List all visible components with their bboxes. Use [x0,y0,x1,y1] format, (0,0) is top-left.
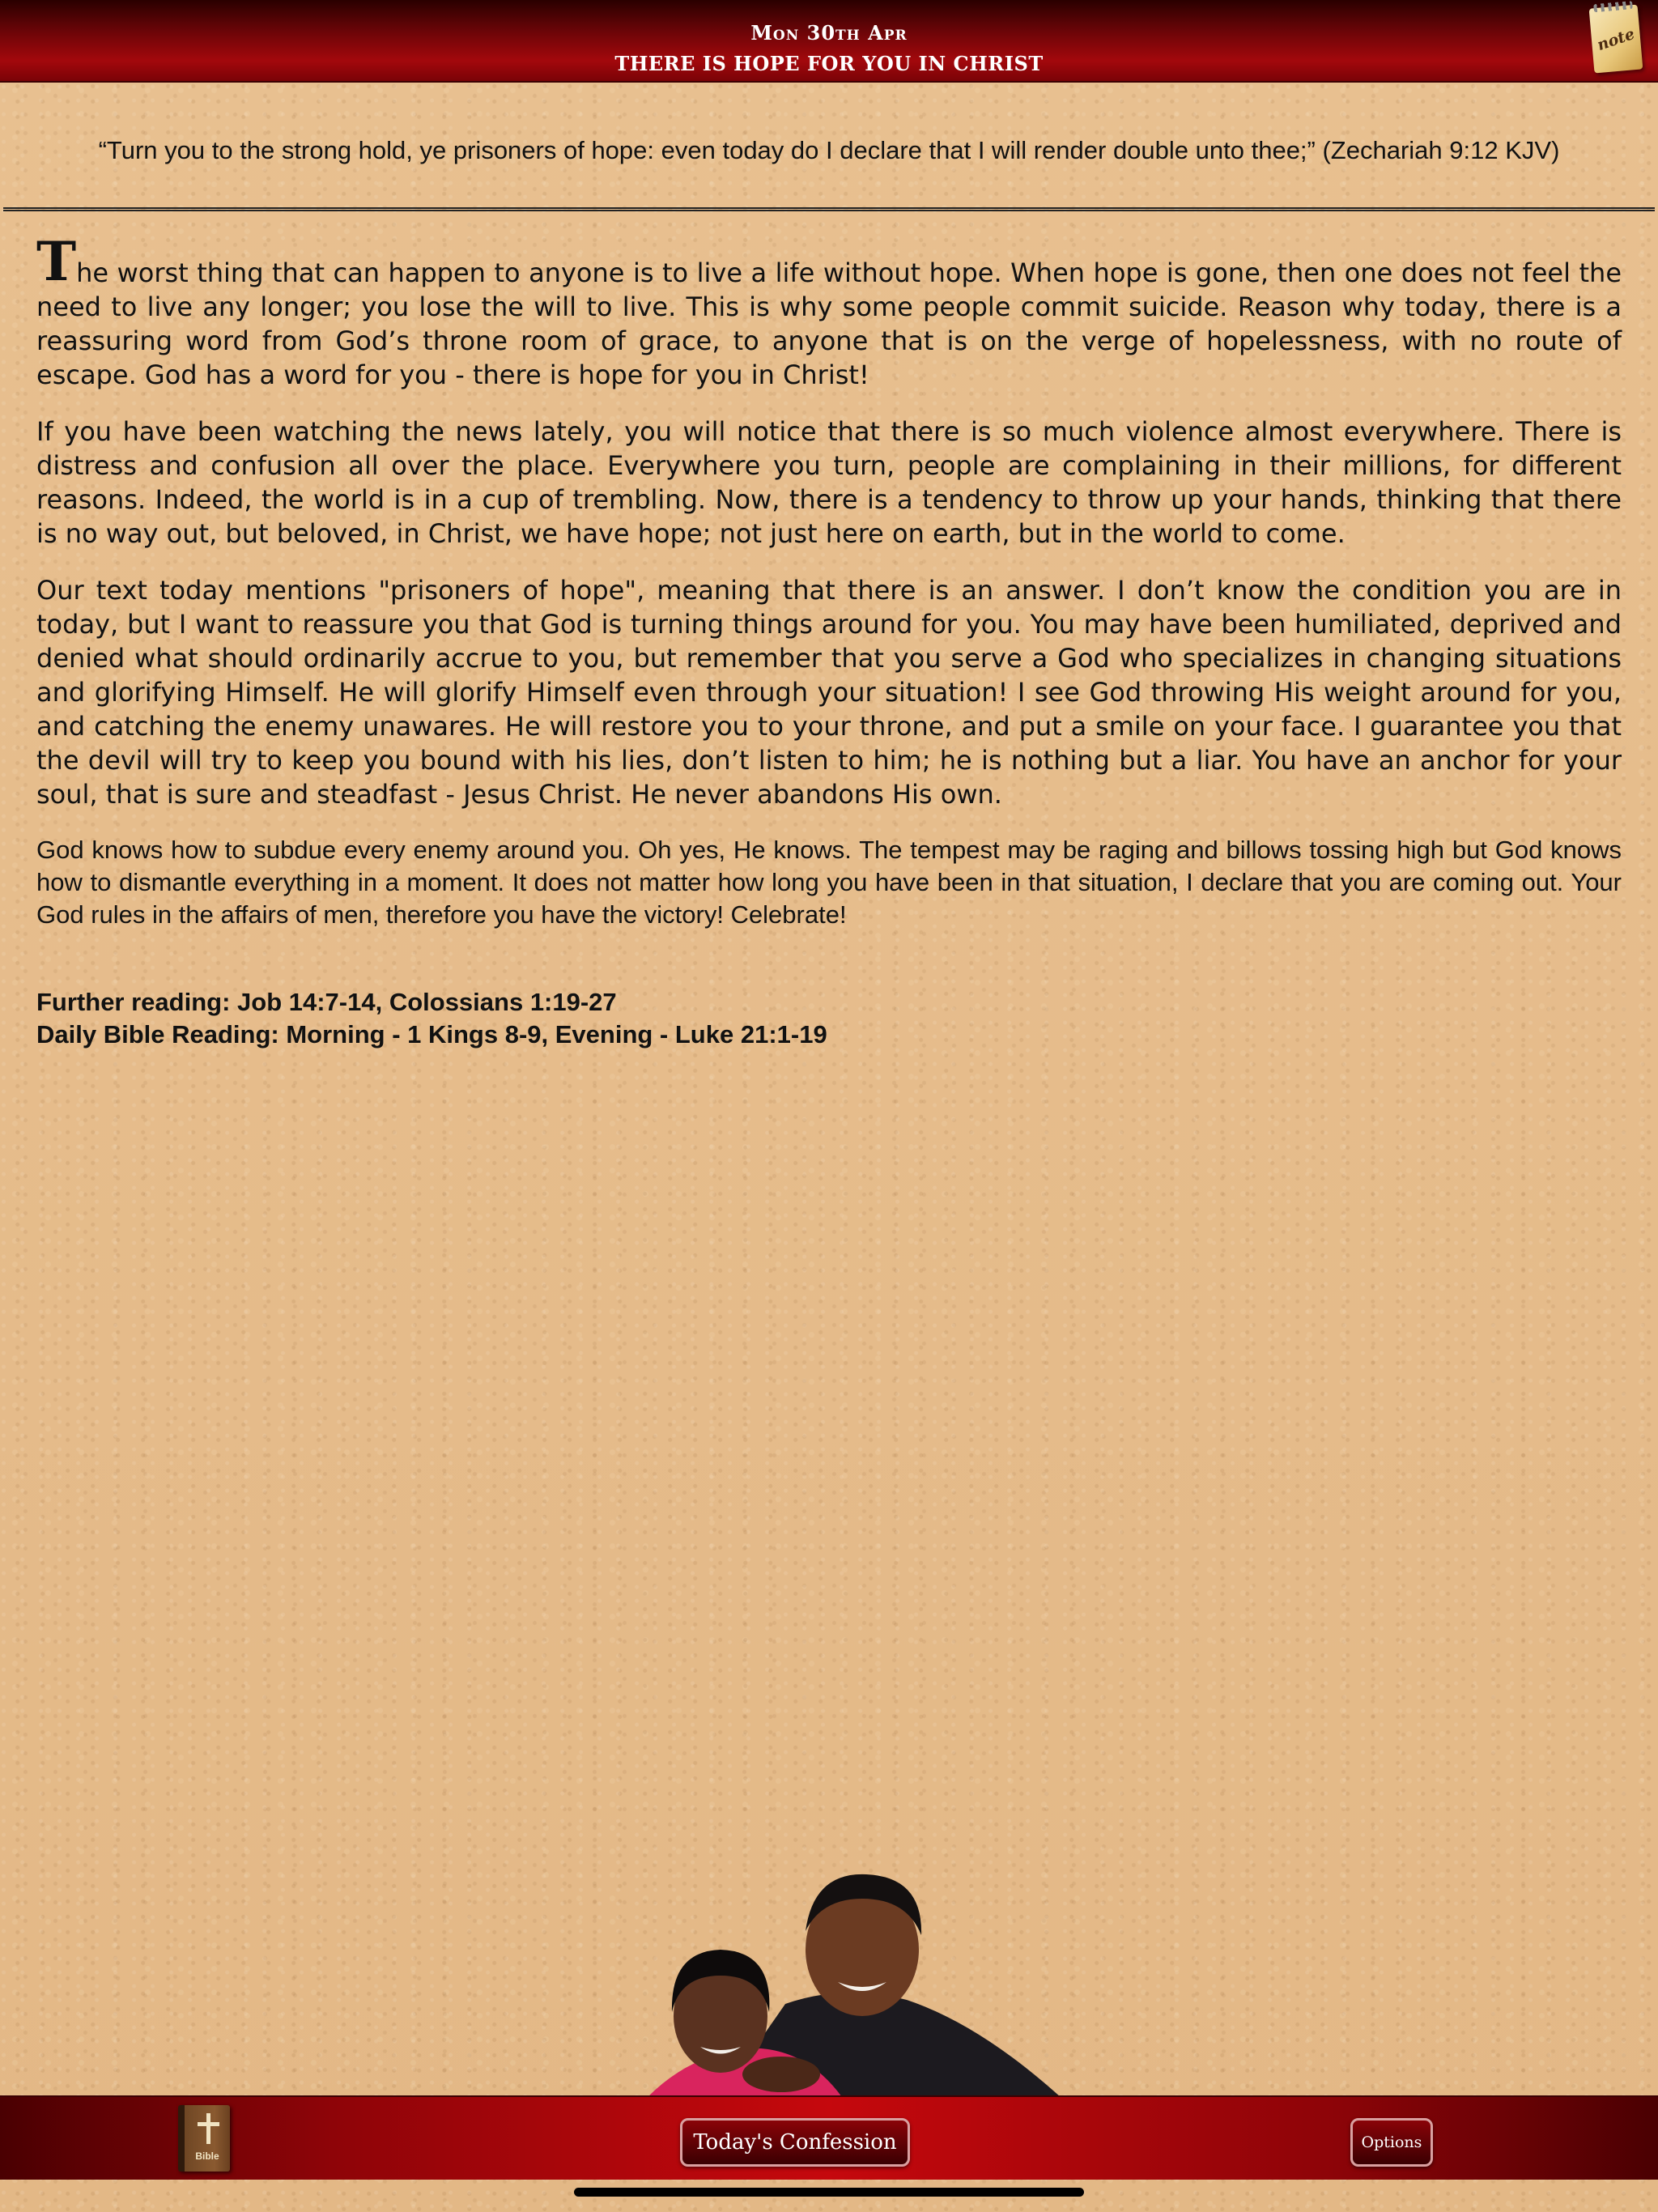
devotional-body [36,230,1622,1051]
paragraph-4: God knows how to subdue every enemy around you. Oh yes, He knows. The tempest may be raging and billows tossing high but God knows how to dismantle everything in a moment. It does not matter how long you have been in that situation, I declare that you are coming out. Your God rules in the affairs of men, therefore you have the victory! Celebrate! [36,836,1622,929]
double-divider [3,207,1655,211]
scripture-verse: “Turn you to the strong hold, ye prisoners of hope: even today do I declare that I will render double unto thee;” (Zechariah 9:12 KJV) [98,136,1560,164]
bible-button[interactable] [178,2105,230,2172]
paragraph-3: Our text today mentions "prisoners of hope", meaning that there is an answer. I don’t know the condition you are in today, but I want to reassure you that God is turning things around for you. You may have been humiliated, deprived and denied what should ordinarily accrue to you, but remember that you serve a God who specializes in changing situations and glorifying Himself. He will glorify Himself even through your situation! I see God throwing His weight around for you, and catching the enemy unawares. He will restore you to your throne, and put a smile on your face. I guarantee you that the devil will try to keep you bound with his lies, don’t listen to him; he is nothing but a liar. You have an anchor for your soul, that is sure and steadfast - Jesus Christ. He never abandons His own. [36,575,1622,810]
notepad-rings-icon [1593,1,1633,12]
paragraph-2: If you have been watching the news lately, you will notice that there is so much violence almost everywhere. There is distress and confusion all over the place. Everywhere you turn, people are complaining in their millions, for different reasons. Indeed, the world is in a cup of trembling. Now, there is a tendency to throw up your hands, thinking that there is no way out, but beloved, in Christ, we have hope; not just here on earth, but in the world to come. [36,416,1622,549]
todays-confession-button[interactable]: Today's Confession [680,2118,910,2167]
options-button[interactable]: Options [1350,2118,1433,2167]
drop-cap: T [36,230,77,293]
pastors-photo-illustration [599,1862,1069,2097]
note-button[interactable] [1589,5,1643,74]
bible-label: Bible [195,2150,219,2162]
paragraph-1-text: he worst thing that can happen to anyone is to live a life without hope. When hope is gone, then one does not feel the need to live any longer; you lose the will to live. This is why some people commit suicide. Reason why today, there is a reassuring word from God’s throne room of grace, to anyone that is on the verge of hopelessness, with no route of escape. God has a word for you - there is hope for you in Christ! [36,257,1622,390]
header-bar [0,0,1658,83]
daily-bible-reading: Daily Bible Reading: Morning - 1 Kings 8-9, Evening - Luke 21:1-19 [36,1020,827,1049]
further-reading: Further reading: Job 14:7-14, Colossians 1:19-27 [36,988,617,1016]
pastors-photo [599,1862,1069,2097]
paragraph-1 [36,230,1622,392]
reading-section [36,986,1622,1051]
cross-icon-bar [198,2122,219,2126]
bottom-toolbar [0,2095,1658,2180]
devotional-date: Mon 30th Apr [750,21,908,45]
devotional-title: THERE IS HOPE FOR YOU IN CHRIST [614,52,1044,75]
note-label: note [1595,24,1638,55]
cross-icon [206,2113,210,2144]
home-indicator[interactable] [574,2188,1084,2197]
